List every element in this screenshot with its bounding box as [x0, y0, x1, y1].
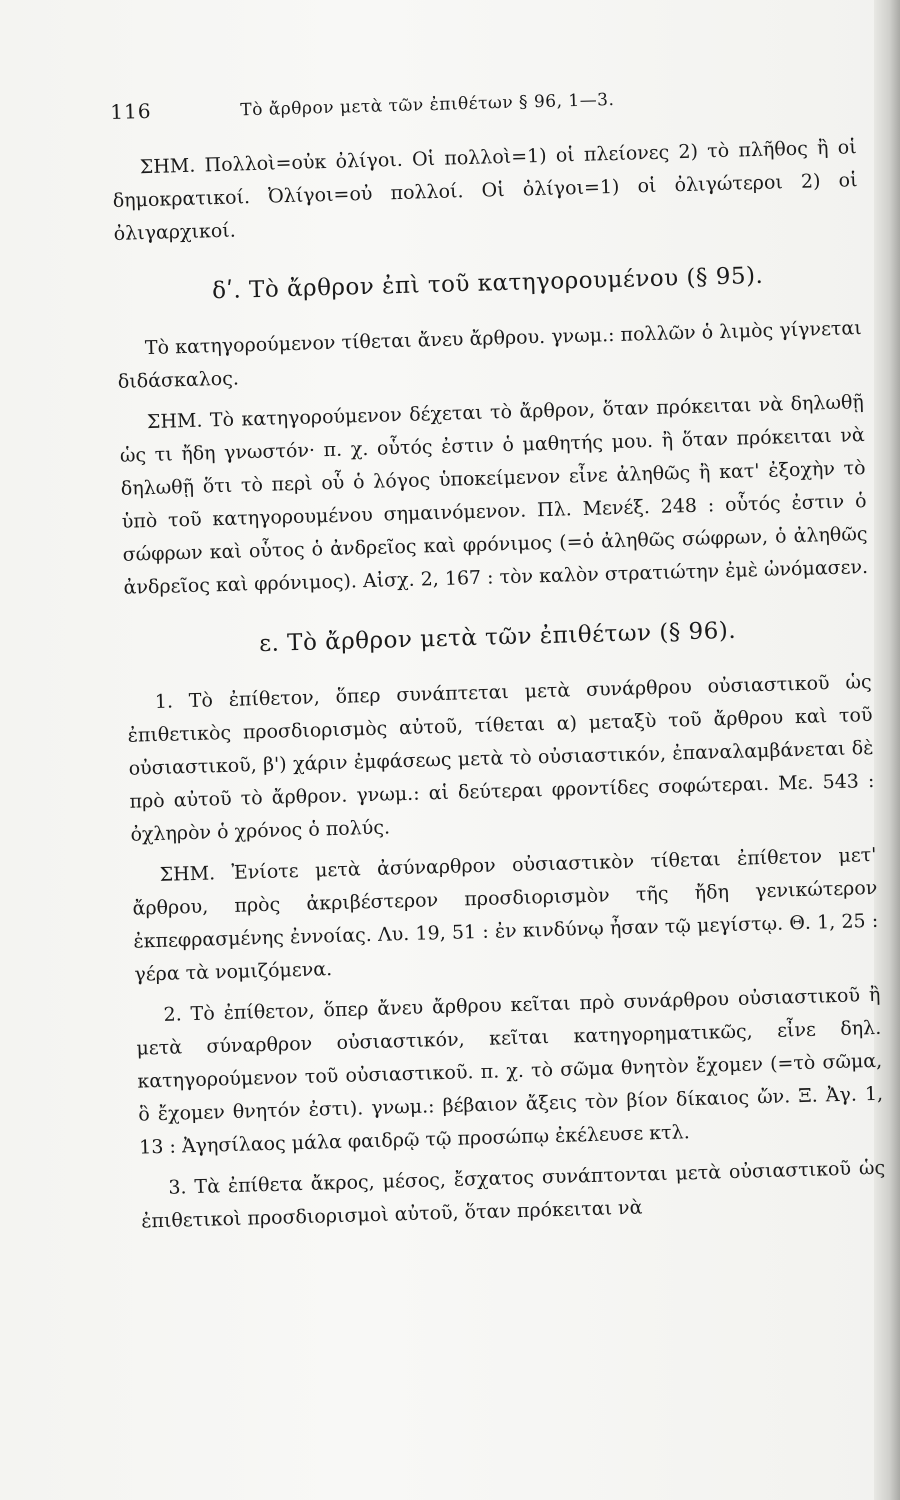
item-3: 3. Τὰ ἐπίθετα ἄκρος, μέσος, ἔσχατος συνάπτονται μετὰ οὐσιαστικοῦ ὡς ἐπιθετικοὶ προσδιορισμοὶ αὐτοῦ, ὅταν πρόκειται νὰ [141, 1156, 886, 1233]
section-epsilon-title: ε. Τὸ ἄρθρον μετὰ τῶν ἐπιθέτων (§ 96). [258, 617, 737, 658]
page-header [110, 79, 855, 124]
page-number: 116 [110, 98, 152, 124]
item-1: 1. Τὸ ἐπίθετον, ὅπερ συνάπτεται μετὰ συνάρθρου οὐσιαστικοῦ ὡς ἐπιθετικὸς προσδιορισμὸς αὐτοῦ, τίθεται α) μεταξὺ τοῦ ἄρθρου καὶ τοῦ οὐσιαστικοῦ, β') χάριν ἐμφάσεως μετὰ τὸ οὐσιαστικόν, ἐπαναλαμβάνεται δὲ πρὸ αὐτοῦ τὸ ἄρθρον. γνωμ.: αἱ δεύτεραι φροντίδες σοφώτεραι. Με. 543 : ὀχληρὸν ὁ χρόνος ὁ πολύς. [127, 670, 875, 846]
page-content [110, 79, 887, 1238]
running-head: Τὸ ἄρθρον μετὰ τῶν ἐπιθέτων § 96, 1—3. [240, 89, 615, 121]
section-delta-text: Τὸ κατηγορούμενον τίθεται ἄνευ ἄρθρου. γνωμ.: πολλῶν ὁ λιμὸς γίγνεται διδάσκαλος. [117, 317, 862, 393]
note-polloi: ΣΗΜ. Πολλοὶ=οὐκ ὀλίγοι. Οἱ πολλοὶ=1) οἱ πλείονες 2) τὸ πλῆθος ἢ οἱ δημοκρατικοί. Ὀλίγοι=οὐ πολλοί. Οἱ ὀλίγοι=1) οἱ ὀλιγώτεροι 2) οἱ ὀλιγαρχικοί. [112, 136, 858, 245]
section-delta-title: δʹ. Τὸ ἄρθρον ἐπὶ τοῦ κατηγορουμένου (§ 95). [211, 262, 764, 305]
item-1-note: ΣΗΜ. Ἐνίοτε μετὰ ἀσύναρθρον οὐσιαστικὸν τίθεται ἐπίθετον μετ' ἄρθρου, πρὸς ἀκριβέστερον προσδιορισμὸν τῆς ἤδη γενικώτερον ἐκπεφρασμένης ἐννοίας. Λυ. 19, 51 : ἐν κινδύνῳ ἦσαν τῷ μεγίστῳ. Θ. 1, 25 : γέρα τὰ νομιζόμενα. [132, 843, 879, 986]
book-spine-shadow [874, 0, 900, 1500]
item-2: 2. Τὸ ἐπίθετον, ὅπερ ἄνευ ἄρθρου κεῖται πρὸ συνάρθρου οὐσιαστικοῦ ἢ μετὰ σύναρθρον οὐσιαστικόν, κεῖται κατηγορηματικῶς, εἶνε δηλ. κατηγορούμενον τοῦ οὐσιαστικοῦ. π. χ. τὸ σῶμα θνητὸν ἔχομεν (=τὸ σῶμα, ὃ ἔχομεν θνητόν ἐστι). γνωμ.: βέβαιον ἄξεις τὸν βίον δίκαιος ὤν. Ξ. Ἀγ. 1, 13 : Ἀγησίλαος μάλα φαιδρῷ τῷ προσώπῳ ἐκέλευσε κτλ. [136, 983, 884, 1159]
section-delta-note: ΣΗΜ. Τὸ κατηγορούμενον δέχεται τὸ ἄρθρον, ὅταν πρόκειται νὰ δηλωθῇ ὡς τι ἤδη γνωστόν· π. χ. οὗτός ἐστιν ὁ μαθητής μου. ἢ ὅταν πρόκειται νὰ δηλωθῇ ὅτι τὸ περὶ οὗ ὁ λόγος ὑποκείμενον εἶνε ἀληθῶς ἢ κατ' ἐξοχὴν τὸ ὑπὸ τοῦ κατηγορουμένου σημαινόμενον. Πλ. Μενέξ. 248 : οὗτός ἐστιν ὁ σώφρων καὶ οὗτος ὁ ἀνδρεῖος καὶ φρόνιμος (=ὁ ἀληθῶς σώφρων, ὁ ἀληθῶς ἀνδρεῖος καὶ φρόνιμος). Αἰσχ. 2, 167 : τὸν καλὸν στρατιώτην ἐμὲ ὠνόμασεν. [119, 391, 869, 599]
